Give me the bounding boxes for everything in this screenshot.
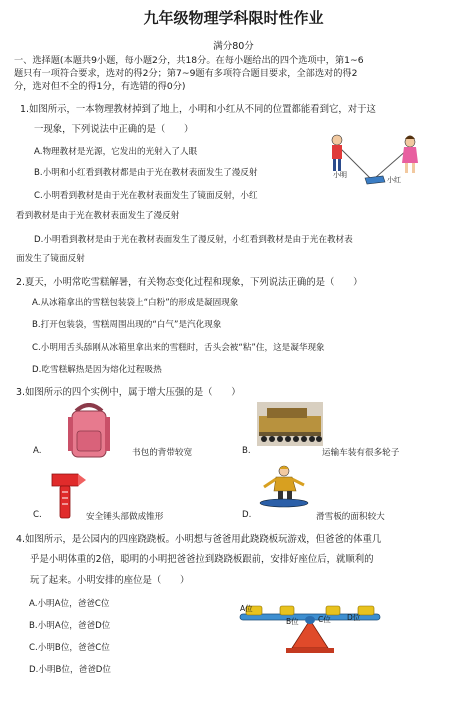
q3-caption-a: 书包的背带较宽 — [132, 448, 193, 458]
q4-option-d[interactable]: D.小明B位，爸爸D位 — [29, 665, 112, 675]
q1-stem-line-1: 1.如图所示，一本物理教材掉到了地上，小明和小红从不同的位置都能看到它，对于这 — [20, 104, 376, 115]
q4-stem-line-3: 玩了起来。小明安排的座位是（ ） — [30, 575, 190, 586]
seat-a-label: A位 — [240, 604, 253, 613]
q1-stem-line-2: 一现象，下列说法中正确的是（ ） — [34, 124, 194, 135]
q1-option-c[interactable]: C.小明看到教材是由于光在教材表面发生了镜面反射，小红 — [34, 191, 258, 201]
q2-option-b[interactable]: B.打开包装袋，雪糕周围出现的“白气”是汽化现象 — [32, 320, 222, 330]
q3-letter-b[interactable]: B. — [242, 446, 251, 456]
q3-caption-c: 安全锤头部做成锥形 — [86, 512, 164, 522]
safety-hammer-image — [48, 470, 88, 520]
instructions-line-3: 分，选对但不全的得1分，有选错的得0分) — [14, 81, 186, 92]
q1-option-d-cont: 面发生了镜面反射 — [16, 254, 85, 264]
label-xiaoming: 小明 — [333, 171, 347, 179]
q4-option-c[interactable]: C.小明B位，爸爸C位 — [29, 643, 110, 653]
q1-option-d[interactable]: D.小明看到教材是由于光在教材表面发生了漫反射，小红看到教材是由于光在教材表 — [34, 235, 353, 245]
seesaw-figure — [230, 600, 390, 660]
seat-d-label: D位 — [347, 613, 361, 622]
seat-b-label: B位 — [286, 617, 299, 626]
q2-option-a[interactable]: A.从冰箱拿出的雪糕包装袋上“白粉”的形成是凝固现象 — [32, 298, 239, 308]
q4-option-a[interactable]: A.小明A位，爸爸C位 — [29, 599, 110, 609]
page-title: 九年级物理学科限时性作业 — [143, 9, 324, 27]
q3-letter-d[interactable]: D. — [242, 510, 252, 520]
snowboard-image — [256, 463, 310, 511]
q4-option-b[interactable]: B.小明A位，爸爸D位 — [29, 621, 111, 631]
q3-stem: 3.如图所示的四个实例中，属于增大压强的是（ ） — [16, 387, 241, 398]
q3-letter-c[interactable]: C. — [33, 510, 42, 520]
truck-image — [257, 402, 323, 446]
q2-stem: 2.夏天，小明常吃雪糕解暑，有关物态变化过程和现象，下列说法正确的是（ ） — [16, 277, 363, 288]
q4-stem-line-2: 乎是小明体重的2倍，聪明的小明把爸爸拉到跷跷板跟前，安排好座位后，就顺利的 — [30, 554, 374, 565]
q4-stem-line-1: 4.如图所示，是公园内的四座跷跷板。小明想与爸爸用此跷跷板玩游戏，但爸爸的体重几 — [16, 534, 382, 545]
q1-option-b[interactable]: B.小明和小红看到教材都是由于光在教材表面发生了漫反射 — [34, 168, 258, 178]
q2-option-c[interactable]: C.小明用舌头舔刚从冰箱里拿出来的雪糕时，舌头会被“粘”住，这是凝华现象 — [32, 343, 325, 353]
q3-caption-b: 运输车装有很多轮子 — [322, 448, 400, 458]
total-score: 满分80分 — [213, 41, 254, 52]
instructions-line-2: 题只有一项符合要求，选对的得2分；第7~9题有多项符合题目要求，全部选对的得2 — [14, 68, 358, 79]
instructions-line-1: 一、选择题(本题共9小题，每小题2分，共18分。在每小题给出的四个选项中，第1~6 — [14, 55, 364, 66]
q1-option-a[interactable]: A.物理教材是光源，它发出的光射入了人眼 — [34, 147, 198, 157]
q2-option-d[interactable]: D.吃雪糕解热是因为熔化过程吸热 — [32, 365, 162, 375]
book-viewing-figure — [325, 130, 425, 190]
seat-c-label: C位 — [318, 615, 331, 624]
q1-option-c-cont: 看到教材是由于光在教材表面发生了漫反射 — [16, 211, 180, 221]
q3-caption-d: 滑雪板的面积较大 — [316, 512, 385, 522]
q3-letter-a[interactable]: A. — [33, 446, 42, 456]
backpack-image — [66, 403, 112, 463]
label-xiaohong: 小红 — [387, 176, 401, 184]
